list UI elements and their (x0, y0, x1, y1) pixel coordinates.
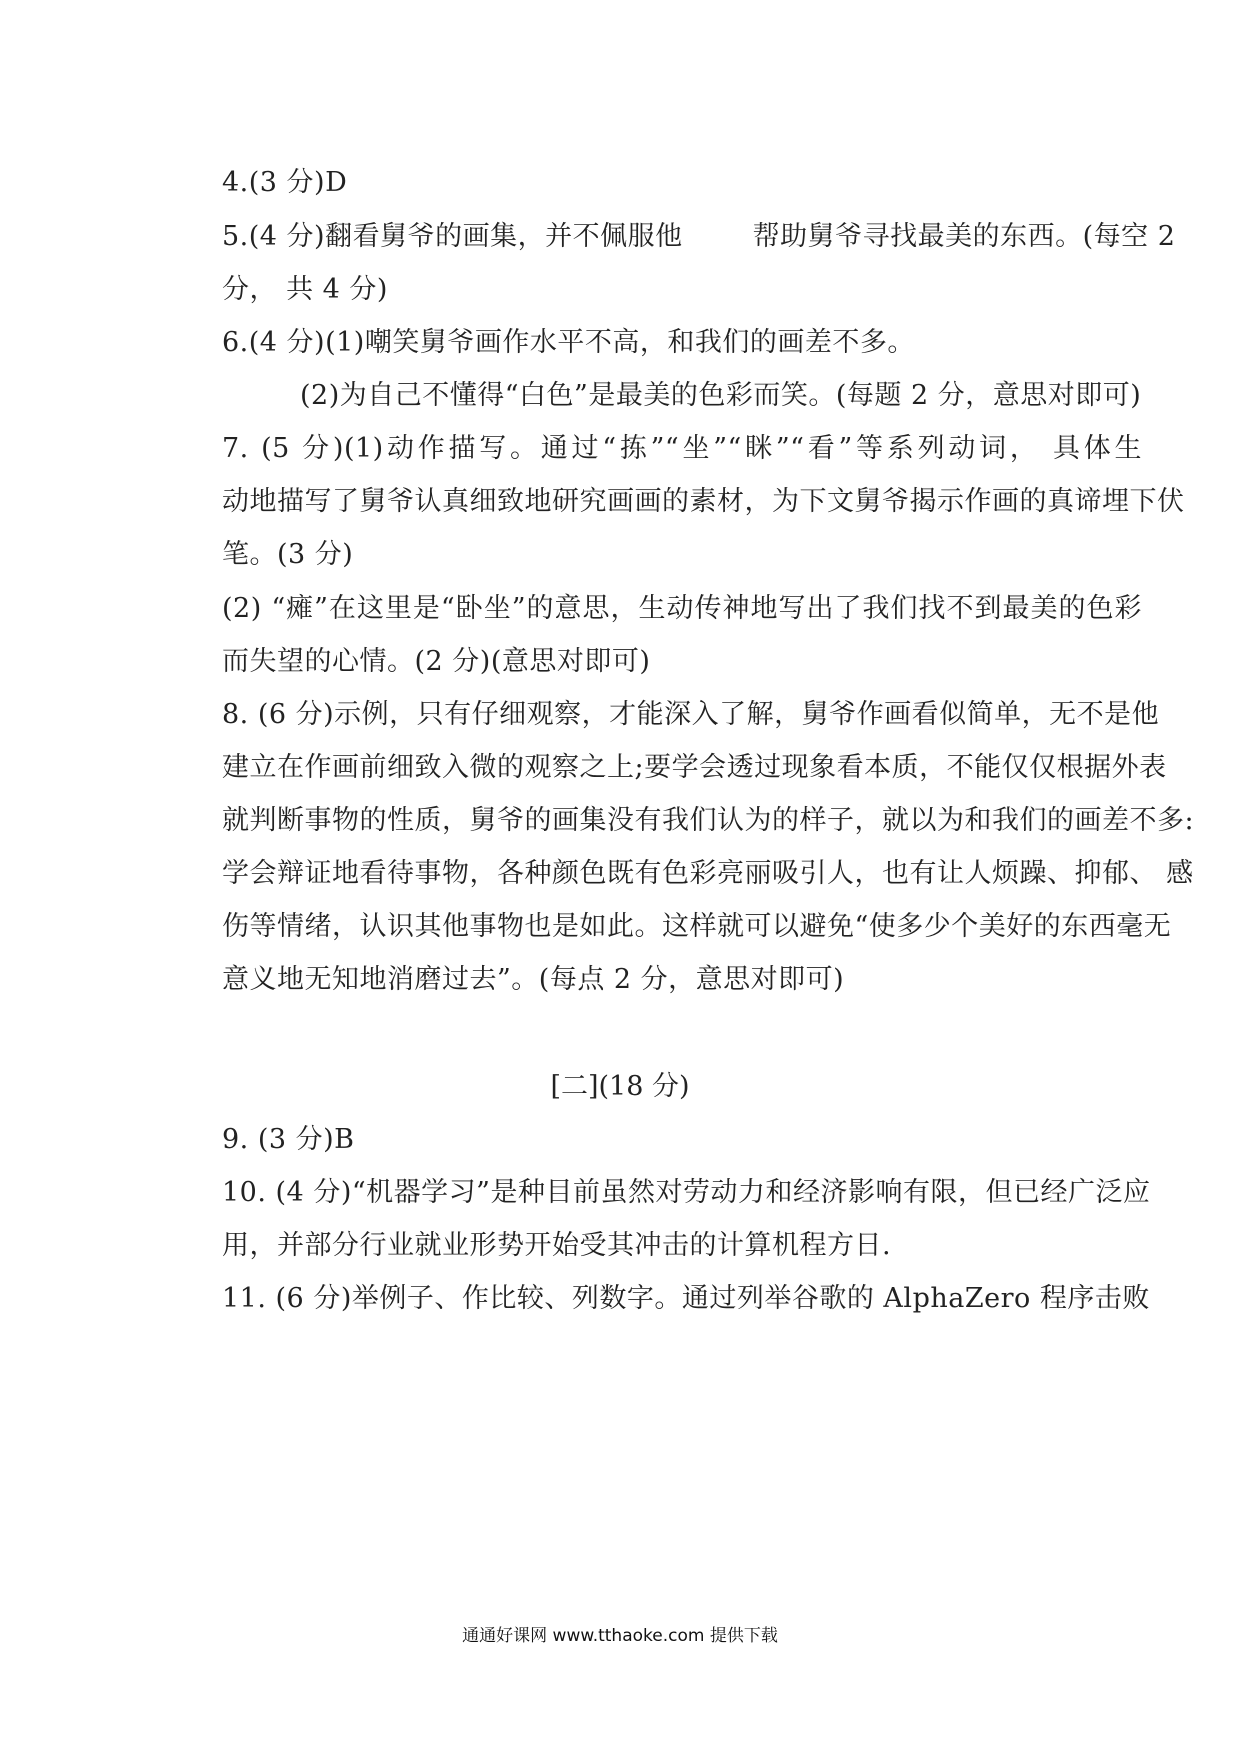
answer-q8-line1: 8. (6 分)示例，只有仔细观察，才能深入了解，舅爷作画看似简单，无不是他 (222, 699, 1160, 730)
answer-q7-line3: 笔。(3 分) (222, 539, 354, 570)
section-2-title: [二](18 分) (550, 1071, 690, 1102)
answer-q10-line1: 10. (4 分)“机器学习”是种目前虽然对劳动力和经济影响有限，但已经广泛应 (222, 1177, 1151, 1208)
answer-q4: 4.(3 分)D (222, 167, 348, 198)
answer-q6-line2: (2)为自己不懂得“白色”是最美的色彩而笑。(每题 2 分，意思对即可) (300, 380, 1142, 411)
answer-q5-line2: 分， 共 4 分) (222, 274, 388, 305)
answer-q5-part-a: 5.(4 分)翻看舅爷的画集，并不佩服他 (222, 221, 683, 252)
answer-q7-line1: 7. (5 分)(1)动作描写。通过“拣”“坐”“眯”“看”等系列动词， 具体生 (222, 433, 1142, 464)
answer-q11-line1: 11. (6 分)举例子、作比较、列数字。通过列举谷歌的 AlphaZero 程序击败 (222, 1283, 1150, 1314)
answer-q7-line2: 动地描写了舅爷认真细致地研究画画的素材，为下文舅爷揭示作画的真谛埋下伏 (222, 486, 1185, 517)
answer-q5-part-b: 帮助舅爷寻找最美的东西。(每空 2 (752, 221, 1176, 252)
answer-q8-line3: 就判断事物的性质，舅爷的画集没有我们认为的样子，就以为和我们的画差不多: (222, 805, 1195, 836)
footer-source-text: 通通好课网 www.tthaoke.com 提供下载 (462, 1626, 778, 1646)
answer-q10-line2: 用，并部分行业就业形势开始受其冲击的计算机程方日. (222, 1230, 892, 1261)
answer-q7-line5: 而失望的心情。(2 分)(意思对即可) (222, 646, 651, 677)
answer-q5-line1 (222, 219, 1176, 255)
answer-q8-line5: 伤等情绪，认识其他事物也是如此。这样就可以避免“使多少个美好的东西毫无 (222, 911, 1172, 942)
answer-q8-line2: 建立在作画前细致入微的观察之上;要学会透过现象看本质，不能仅仅根据外表 (222, 752, 1167, 783)
answer-q9: 9. (3 分)B (222, 1124, 355, 1155)
answer-q8-line4: 学会辩证地看待事物，各种颜色既有色彩亮丽吸引人，也有让人烦躁、抑郁、 感 (222, 858, 1194, 889)
answer-q6-line1: 6.(4 分)(1)嘲笑舅爷画作水平不高，和我们的画差不多。 (222, 327, 915, 358)
answer-q8-line6: 意义地无知地消磨过去”。(每点 2 分，意思对即可) (222, 964, 845, 995)
answer-q7-line4: (2) “瘫”在这里是“卧坐”的意思，生动传神地写出了我们找不到最美的色彩 (222, 593, 1142, 624)
